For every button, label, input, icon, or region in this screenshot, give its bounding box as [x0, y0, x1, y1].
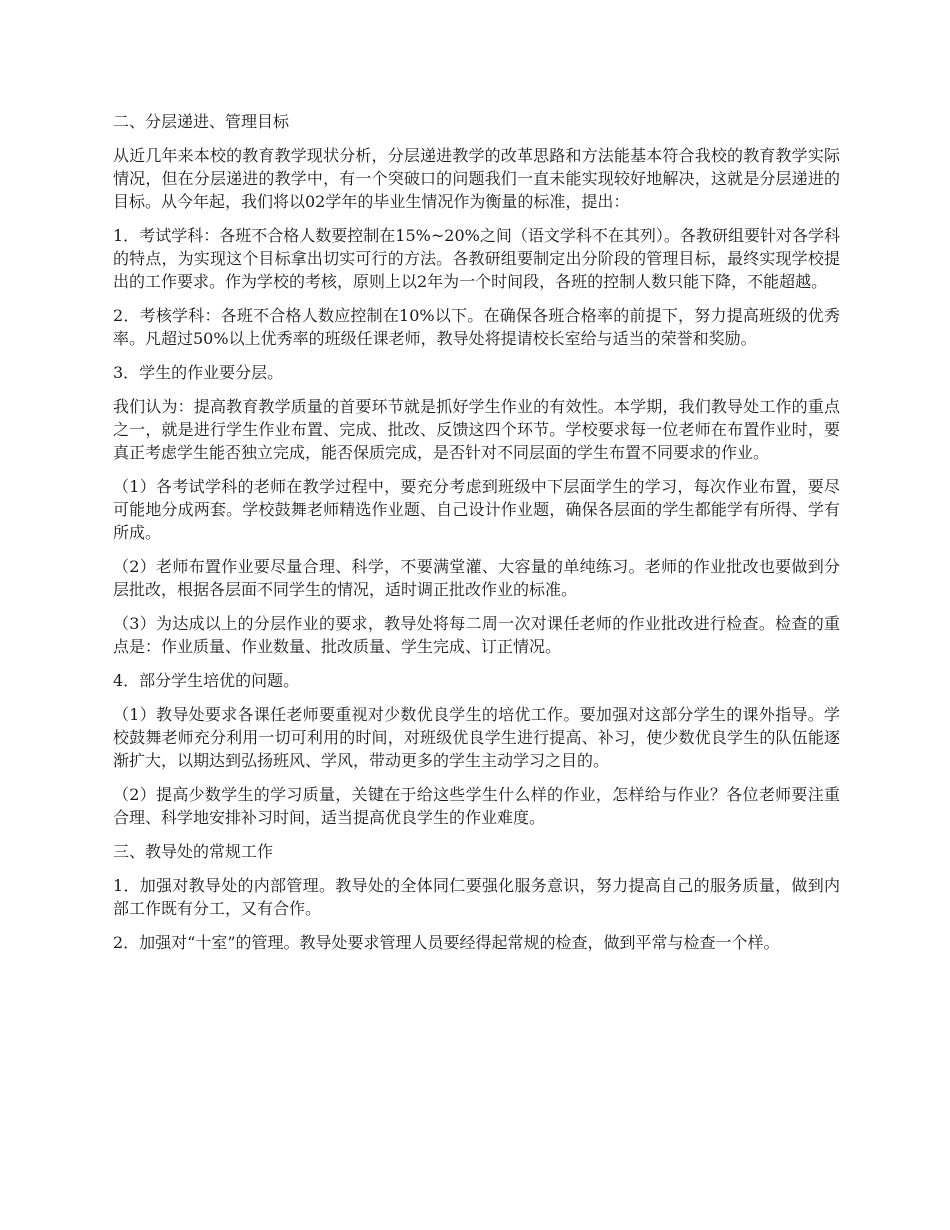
exam-subjects-paragraph: 1．考试学科：各班不合格人数要控制在15%~20%之间（语文学科不在其列）。各教研组要针对各学科的特点，为实现这个目标拿出切实可行的方法。各教研组要制定出分阶段的管理目标，最终实现学校提出的工作要求。作为学校的考核，原则上以2年为一个时间段，各班的控制人数只能下降，不能超越。 — [113, 226, 840, 291]
homework-item-2: （2）老师布置作业要尽量合理、科学，不要满堂灌、大容量的单纯练习。老师的作业批改也要做到分层批改，根据各层面不同学生的情况，适时调正批改作业的标准。 — [113, 557, 840, 599]
homework-item-3: （3）为达成以上的分层作业的要求，教导处将每二周一次对课任老师的作业批改进行检查。检查的重点是：作业质量、作业数量、批改质量、学生完成、订正情况。 — [113, 614, 840, 656]
top-students-heading: 4．部分学生培优的问题。 — [113, 671, 300, 690]
top-students-item-2: （2）提高少数学生的学习质量，关键在于给这些学生什么样的作业，怎样给与作业？各位老师要注重合理、科学地安排补习时间，适当提高优良学生的作业难度。 — [113, 785, 840, 827]
homework-layering-heading: 3．学生的作业要分层。 — [113, 363, 284, 382]
top-students-item-1: （1）教导处要求各课任老师要重视对少数优良学生的培优工作。要加强对这部分学生的课外指导。学校鼓舞老师充分利用一切可利用的时间，对班级优良学生进行提高、补习，使少数优良学生的队伍能逐渐扩大，以期达到弘扬班风、学风，带动更多的学生主动学习之目的。 — [113, 705, 840, 770]
assessment-subjects-paragraph: 2．考核学科：各班不合格人数应控制在10%以下。在确保各班合格率的前提下，努力提高班级的优秀率。凡超过50%以上优秀率的班级任课老师，教导处将提请校长室给与适当的荣誉和奖励。 — [113, 306, 840, 348]
section-heading-2: 二、分层递进、管理目标 — [113, 112, 290, 131]
routine-item-1: 1．加强对教导处的内部管理。教导处的全体同仁要强化服务意识，努力提高自己的服务质量，做到内部工作既有分工，又有合作。 — [113, 876, 840, 918]
homework-paragraph: 我们认为：提高教育教学质量的首要环节就是抓好学生作业的有效性。本学期，我们教导处工作的重点之一，就是进行学生作业布置、完成、批改、反馈这四个环节。学校要求每一位老师在布置作业时，要真正考虑学生能否独立完成，能否保质完成，是否针对不同层面的学生布置不同要求的作业。 — [113, 397, 840, 462]
routine-item-2: 2．加强对“十室”的管理。教导处要求管理人员要经得起常规的检查，做到平常与检查一个样。 — [113, 933, 780, 952]
homework-item-1: （1）各考试学科的老师在教学过程中，要充分考虑到班级中下层面学生的学习，每次作业布置，要尽可能地分成两套。学校鼓舞老师精选作业题、自己设计作业题，确保各层面的学生都能学有所得、学有所成。 — [113, 477, 840, 542]
section-heading-3: 三、教导处的常规工作 — [113, 842, 274, 861]
document-body — [113, 110, 840, 965]
intro-paragraph: 从近几年来本校的教育教学现状分析，分层递进教学的改革思路和方法能基本符合我校的教育教学实际情况，但在分层递进的教学中，有一个突破口的问题我们一直未能实现较好地解决，这就是分层递进的目标。从今年起，我们将以02学年的毕业生情况作为衡量的标准，提出： — [113, 146, 840, 211]
